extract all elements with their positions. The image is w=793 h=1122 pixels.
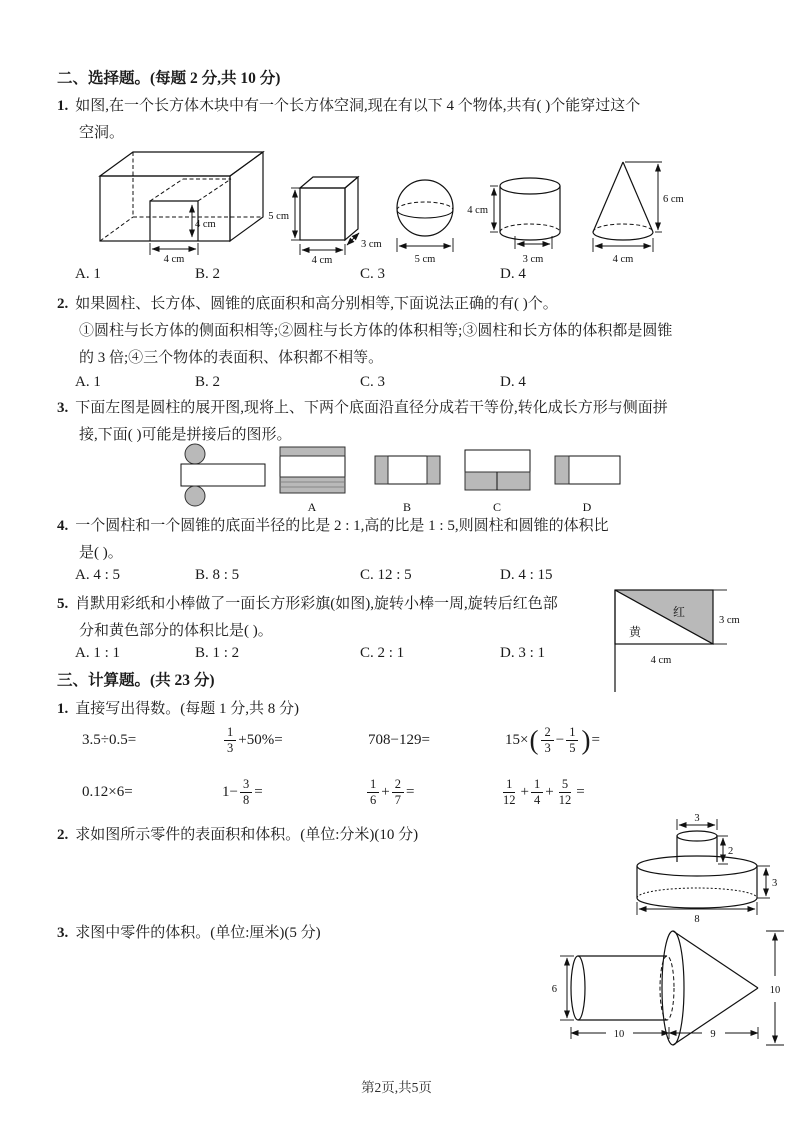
bottom-diameter-label: 8	[694, 914, 700, 925]
cylinder-net	[181, 444, 265, 506]
cone-length-label: 9	[710, 1029, 716, 1040]
q1-number: 1.	[57, 98, 69, 114]
red-area-label: 红	[672, 605, 686, 619]
fraction: $\frac{3}{8}$	[240, 777, 252, 807]
section3-title: 三、计算题。(共 23 分)	[57, 672, 215, 689]
calc2-title-line	[57, 826, 418, 844]
fraction: $\frac{1}{5}$	[566, 725, 578, 755]
yellow-area-label: 黄	[628, 625, 642, 639]
top-diameter-label: 3	[694, 813, 700, 824]
page-footer: 第2页,共5页	[361, 1080, 432, 1095]
q5-line1	[57, 595, 558, 613]
fraction: $\frac{5}{12}$	[558, 777, 572, 807]
flag-side-label: 3 cm	[719, 615, 740, 626]
q1-options	[0, 266, 793, 288]
cone-diameter-label: 10	[769, 985, 781, 996]
option-c-shape	[465, 450, 530, 514]
sphere-diameter-label: 5 cm	[414, 254, 436, 265]
hole-height-label: 4 cm	[195, 219, 216, 230]
q2-option-d: D. 4	[500, 374, 526, 390]
q2-line2: ①圆柱与长方体的侧面积相等;②圆柱与长方体的体积相等;③圆柱和长方体的体积都是圆锥	[79, 323, 673, 339]
q5-option-b: B. 1 : 2	[195, 645, 240, 661]
q2-number: 2.	[57, 296, 69, 312]
flag-bottom-label: 4 cm	[650, 655, 672, 666]
q1-line1	[57, 97, 640, 115]
q5-figure	[603, 586, 793, 698]
calc2-title: 求如图所示零件的表面积和体积。(单位:分米)(10 分)	[75, 827, 419, 843]
expr-5-text: 0.12×6=	[82, 783, 133, 800]
q3-number: 3.	[57, 400, 69, 416]
q3-text: 下面左图是圆柱的展开图,现将上、下两个底面沿直径分成若干等份,转化成长方形与侧面拼	[75, 400, 668, 416]
option-d-shape	[555, 456, 620, 514]
calc3-number: 3.	[57, 925, 69, 941]
q1-option-a: A. 1	[75, 266, 101, 282]
q5-option-c: C. 2 : 1	[360, 645, 405, 661]
small-height-label: 2	[728, 846, 734, 857]
q1-figure	[95, 146, 695, 264]
sphere-object	[397, 180, 453, 265]
expr-3	[368, 716, 430, 764]
cylinder-diameter-label: 3 cm	[522, 254, 544, 265]
calc3-title-line	[57, 924, 321, 942]
expr-3-text: 708−129=	[368, 731, 430, 748]
cylinder-cone-part	[552, 931, 784, 1045]
q4-text: 一个圆柱和一个圆锥的底面半径的比是 2 : 1,高的比是 1 : 5,则圆柱和圆锥的体积比	[75, 518, 609, 534]
q4-number: 4.	[57, 518, 69, 534]
q5-option-d: D. 3 : 1	[500, 645, 545, 661]
calc3-figure	[540, 928, 790, 1053]
fraction: $\frac{2}{7}$	[392, 777, 404, 807]
q2-line1	[57, 295, 558, 313]
fraction: $\frac{1}{12}$	[503, 777, 516, 807]
cuboid-depth-label: 3 cm	[361, 239, 382, 250]
q1-option-d: D. 4	[500, 266, 526, 282]
expr-1-text: 3.5÷0.5=	[82, 731, 137, 748]
cuboid-object	[268, 177, 381, 266]
cylinder-diameter-label: 6	[551, 984, 557, 995]
cylinder-height-label: 4 cm	[467, 205, 488, 216]
stacked-cylinders-part	[637, 813, 777, 925]
q2-option-b: B. 2	[195, 374, 221, 390]
expr-4: 15× ( $\frac{2}{3}$ − $\frac{1}{5}$ ) =	[505, 724, 600, 755]
cuboid-height-label: 5 cm	[268, 211, 289, 222]
q4-line1	[57, 517, 609, 535]
q4-option-a: A. 4 : 5	[75, 567, 120, 583]
cylinder-object	[467, 178, 560, 265]
calc1-title: 直接写出得数。(每题 1 分,共 8 分)	[75, 701, 299, 717]
fraction: $\frac{1}{6}$	[367, 777, 379, 807]
fraction: $\frac{1}{3}$	[224, 725, 236, 755]
fraction: $\frac{1}{4}$	[531, 777, 543, 807]
expr-2: $\frac{1}{3}$ +50%=	[222, 716, 283, 764]
q4-line2: 是( )。	[79, 545, 123, 561]
q3-line1	[57, 399, 668, 417]
hole-width-label: 4 cm	[163, 254, 185, 265]
option-a-label: A	[307, 500, 317, 514]
cone-height-label: 6 cm	[663, 194, 684, 205]
left-paren: (	[529, 724, 539, 755]
calc2-figure	[612, 812, 787, 924]
expr-8: $\frac{1}{12}$ + $\frac{1}{4}$ + $\frac{5}{12}$ =	[498, 768, 585, 816]
cylinder-length-label: 10	[613, 1029, 625, 1040]
option-d-label: D	[582, 500, 592, 514]
q3-figure	[165, 443, 645, 515]
q4-option-d: D. 4 : 15	[500, 567, 553, 583]
q1-line2: 空洞。	[79, 125, 125, 141]
q2-text: 如果圆柱、长方体、圆锥的底面积和高分别相等,下面说法正确的有( )个。	[75, 296, 558, 312]
q2-options	[0, 374, 793, 396]
q1-option-c: C. 3	[360, 266, 386, 282]
option-b-shape	[375, 456, 440, 514]
option-b-label: B	[402, 500, 412, 514]
option-c-label: C	[492, 500, 502, 514]
flag-figure	[615, 590, 740, 692]
cuboid-with-hole	[100, 152, 263, 265]
calc1-number: 1.	[57, 701, 69, 717]
fraction: $\frac{2}{3}$	[541, 725, 553, 755]
option-a-shape	[280, 447, 345, 514]
calc2-number: 2.	[57, 827, 69, 843]
expr-7: $\frac{1}{6}$ + $\frac{2}{7}$ =	[365, 768, 414, 816]
section2-title: 二、选择题。(每题 2 分,共 10 分)	[57, 70, 281, 87]
q4-option-b: B. 8 : 5	[195, 567, 240, 583]
q5-text: 肖默用彩纸和小棒做了一面长方形彩旗(如图),旋转小棒一周,旋转后红色部	[75, 596, 558, 612]
calc3-title: 求图中零件的体积。(单位:厘米)(5 分)	[75, 925, 321, 941]
cone-object	[593, 162, 684, 265]
cone-diameter-label: 4 cm	[612, 254, 634, 265]
big-height-label: 3	[772, 878, 778, 889]
q5-option-a: A. 1 : 1	[75, 645, 120, 661]
q2-option-c: C. 3	[360, 374, 386, 390]
right-paren: )	[581, 724, 591, 755]
q5-number: 5.	[57, 596, 69, 612]
expr-1	[82, 716, 136, 764]
expr-5	[82, 768, 133, 816]
q3-line2: 接,下面( )可能是拼接后的图形。	[79, 427, 292, 443]
q5-line2: 分和黄色部分的体积比是( )。	[79, 623, 273, 639]
q2-option-a: A. 1	[75, 374, 101, 390]
q4-option-c: C. 12 : 5	[360, 567, 412, 583]
q1-text: 如图,在一个长方体木块中有一个长方体空洞,现在有以下 4 个物体,共有( )个能穿过这个	[75, 98, 641, 114]
q1-option-b: B. 2	[195, 266, 221, 282]
cuboid-width-label: 4 cm	[311, 255, 333, 266]
expr-6: 1− $\frac{3}{8}$ =	[222, 777, 263, 807]
q2-line3: 的 3 倍;④三个物体的表面积、体积都不相等。	[79, 350, 384, 366]
